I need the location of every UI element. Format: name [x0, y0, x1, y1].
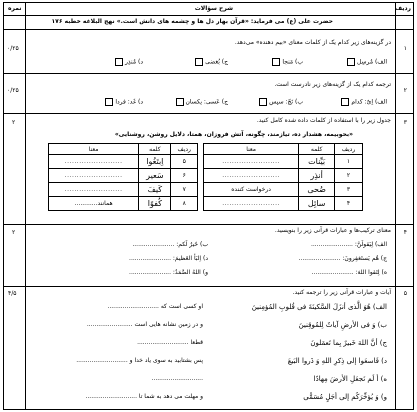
row-number: ۲	[335, 169, 363, 183]
checkbox[interactable]	[272, 58, 280, 66]
row-number: ۵	[171, 155, 198, 169]
row-number: ۳	[335, 183, 363, 197]
q5-translation[interactable]: و در زمین نشانه هایی است ........................	[86, 321, 203, 328]
q1-option-a-label: الف) مُرسِل	[356, 58, 387, 66]
word-cell: کَیفَ	[139, 183, 171, 197]
vocab-table-left	[48, 143, 198, 211]
meaning-cell[interactable]: ........................	[204, 155, 299, 169]
q4-item[interactable]: و) اللهُ الصَّمَدُ: ......................	[129, 269, 208, 276]
divider	[4, 73, 413, 74]
meaning-cell[interactable]: ........................	[49, 155, 139, 169]
checkbox[interactable]	[347, 58, 355, 66]
vocab-table-right	[203, 143, 363, 211]
table-header-row	[49, 144, 198, 155]
quote: حضرت علی (ع) می فرماید: «قرآن بهار دل ها و چشمه های دانش است.» نهج البلاغه خطبه ۱۷۶	[51, 18, 333, 25]
score-column-divider	[25, 3, 26, 409]
checkbox[interactable]	[115, 58, 123, 66]
meaning-cell[interactable]: همانند............	[49, 197, 139, 211]
q2-option-c-label: ج) عَسی: یکسان	[185, 98, 228, 106]
q2-option-a-label: الف) اِیّ: کدام	[351, 98, 387, 106]
q4-item[interactable]: ه) لِتَقوا اللهَ: ......................	[311, 269, 387, 276]
q1-option-d[interactable]	[114, 58, 143, 67]
row-number: ۷	[171, 183, 198, 197]
column-header: ردیف	[171, 144, 198, 155]
q2-number: ۲	[403, 87, 407, 94]
q5-verse: د) فَاسعَوا إلی ذِکرِ اللهِ وَ ذَروا البَیعَ	[287, 357, 387, 365]
table-header-row	[204, 144, 363, 155]
table-row	[49, 197, 198, 211]
q2-score: ۰/۲۵	[7, 87, 19, 94]
q5-verse: ب) وَ فی الأرضِ آیاتٌ لِلمُوقِنینَ	[298, 321, 387, 329]
q5-verse: ج) أنَّ اللهَ خَبیرٌ بِما تَعمَلونَ	[310, 339, 387, 347]
q3-prompt: جدول زیر را با استفاده از کلمات داده شده کامل کنید.	[256, 117, 391, 124]
q5-verse: و) وَ یُؤخِّرَکُم إلی أجَلٍ مُسَمًّی	[303, 393, 387, 401]
meaning-cell[interactable]: ........................	[49, 183, 139, 197]
q4-item[interactable]: الف) لِیَقولَنَّ: ......................	[310, 241, 387, 248]
q5-score: ۴/۵	[8, 290, 17, 297]
q1-score: ۰/۲۵	[7, 45, 19, 52]
meaning-cell[interactable]: درخواست کننده	[204, 183, 299, 197]
q5-prompt: آیات و عبارات قرآنی زیر را ترجمه کنید.	[292, 289, 391, 296]
q1-number: ۱	[403, 45, 407, 52]
column-header: کلمه	[139, 144, 171, 155]
table-row	[204, 169, 363, 183]
table-row	[204, 183, 363, 197]
column-header: ردیف	[335, 144, 363, 155]
checkbox[interactable]	[176, 98, 184, 106]
table-row	[49, 183, 198, 197]
table-row	[204, 197, 363, 211]
q2-option-d-label: د) غَد: فردا	[115, 98, 143, 106]
table-row	[49, 155, 198, 169]
checkbox[interactable]	[105, 98, 113, 106]
row-number: ۴	[335, 197, 363, 211]
q2-option-b[interactable]	[258, 98, 303, 107]
word-cell: أنذِر	[299, 169, 335, 183]
q3-score: ۲	[12, 119, 16, 126]
q1-prompt: در گزینه‌های زیر کدام یک از کلمات معنای «بیم دهنده» می‌دهد.	[234, 39, 391, 46]
q5-translation[interactable]: او کسی است که ...........................	[107, 303, 203, 310]
q4-item[interactable]: د) اِلبَأ العَظیمَ: ......................	[129, 255, 208, 262]
column-header: معنا	[204, 144, 299, 155]
divider	[4, 113, 413, 114]
meaning-cell[interactable]: ........................	[204, 169, 299, 183]
divider	[4, 29, 413, 30]
q2-option-a[interactable]	[340, 98, 387, 107]
word-cell: کُفوًا	[139, 197, 171, 211]
word-cell: سَعیر	[139, 169, 171, 183]
q4-prompt: معنای ترکیب‌ها و عبارات قرآنی زیر را بنویسید.	[274, 227, 391, 234]
q3-number: ۳	[403, 119, 407, 126]
column-header: معنا	[49, 144, 139, 155]
divider	[4, 286, 413, 287]
header-row-label: ردیف	[395, 5, 411, 12]
row-number: ۱	[335, 155, 363, 169]
checkbox[interactable]	[195, 58, 203, 66]
q1-option-d-label: د) مُنذِر	[125, 58, 143, 66]
q1-option-c-label: ج) بُغضی	[205, 58, 228, 66]
exam-sheet	[3, 2, 414, 410]
checkbox[interactable]	[341, 98, 349, 106]
q4-item[interactable]: ج) هُم یَستَغفِرونَ: ......................	[298, 255, 387, 262]
q1-option-a[interactable]	[346, 58, 387, 67]
q2-prompt: ترجمه کدام یک از گزینه‌های زیر نادرست است.	[274, 81, 391, 88]
q1-option-c[interactable]	[194, 58, 228, 67]
table-row	[49, 169, 198, 183]
header-title: شرح سؤالات	[194, 5, 233, 12]
word-cell: بَیِّنات	[299, 155, 335, 169]
row-column-divider	[395, 3, 396, 409]
q5-translation[interactable]: ...........................	[151, 375, 203, 382]
q5-translation[interactable]: پس بشتابید به سوی یاد خدا و ...........................	[76, 357, 203, 364]
q5-verse: الف) هُوَ الَّذی أنزَلَ السَّکینَةَ فی قُلوبِ المُؤمِنینَ	[251, 303, 387, 311]
q4-number: ۴	[403, 229, 407, 236]
q1-option-b[interactable]	[271, 58, 303, 67]
column-header: کلمه	[299, 144, 335, 155]
q4-score: ۲	[12, 229, 16, 236]
row-number: ۶	[171, 169, 198, 183]
q4-item[interactable]: ب) خَیرٌ لَکم: ......................	[132, 241, 208, 248]
divider	[4, 224, 413, 225]
word-cell: ضُحی	[299, 183, 335, 197]
q2-option-b-label: ب) نَجّ: سپس	[269, 98, 303, 106]
q2-option-d[interactable]	[104, 98, 143, 107]
q5-verse: ه) أ لَم نَجعَلِ الأرضَ مِهادًا	[313, 375, 387, 383]
q5-translation[interactable]: و مهلت می دهد به شما تا ...........................	[85, 393, 203, 400]
checkbox[interactable]	[259, 98, 267, 106]
q5-number: ۵	[403, 290, 407, 297]
q3-word-bank: «بحوبیمه، هشدار ده، تیازمند، چگونه، آتش فروزان، همتا، دلایل روشن، روشنایی»	[114, 131, 353, 138]
header-score-label: نمره	[8, 5, 22, 12]
q1-option-b-label: ب) مَنجا	[282, 58, 303, 66]
row-number: ۸	[171, 197, 198, 211]
q5-translation[interactable]: قطعا ...........................	[137, 339, 203, 346]
word-cell: اِبتَغُوا	[139, 155, 171, 169]
q2-option-c[interactable]	[175, 98, 228, 107]
table-row	[204, 155, 363, 169]
meaning-cell[interactable]: ........................	[49, 169, 139, 183]
meaning-cell[interactable]: ........................	[204, 197, 299, 211]
word-cell: سائِل	[299, 197, 335, 211]
